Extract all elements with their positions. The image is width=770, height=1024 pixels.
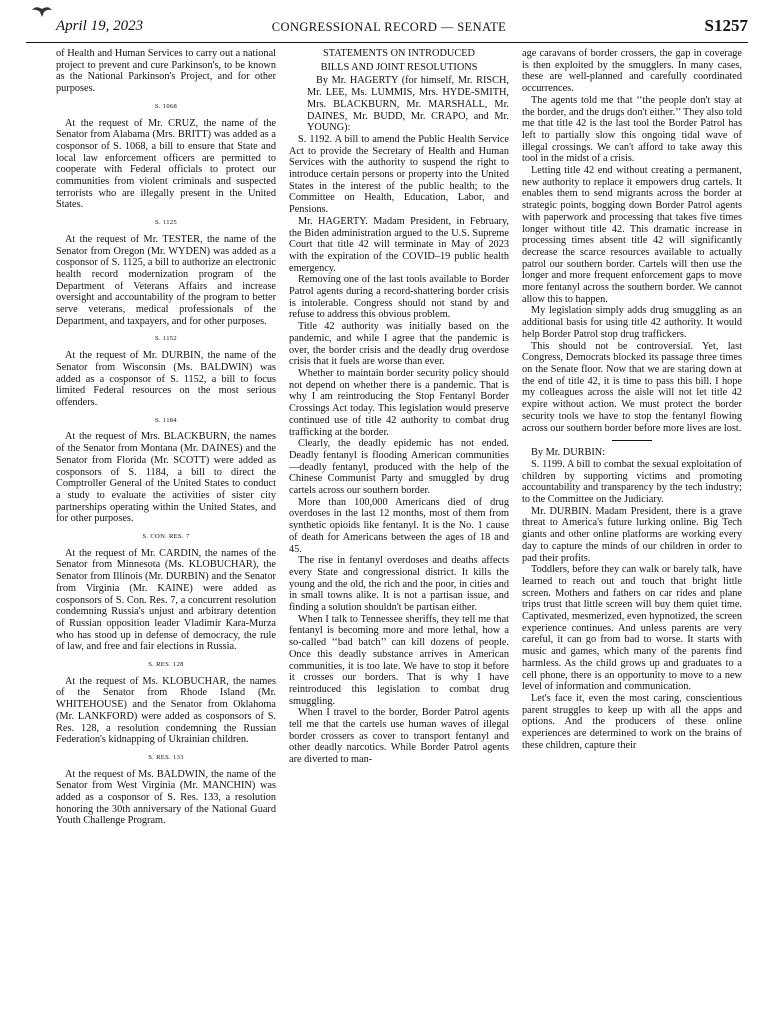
sponsor-byline: By Mr. HAGERTY (for himself, Mr. RISCH, Mr. LEE, Ms. LUMMIS, Mrs. HYDE-SMITH, Mrs. BLACKBURN, Mr. MARSHALL, Mr. DAINES, Mr. BUDD, Mr. CRAPO, and Mr. YOUNG): [307, 75, 509, 134]
paragraph: At the request of Mrs. BLACKBURN, the names of the Senator from Montana (Mr. DAINES) and the Senator from Florida (Mr. SCOTT) were added as cosponsors of S. 1184, a bill to direct the Comptroller General of the United States to conduct a study to evaluate the activities of sister city partnerships operating within the United States, and for other purposes. [56, 431, 276, 525]
paragraph: Mr. HAGERTY. Madam President, in February, the Biden administration argued to the U.S. Supreme Court that title 42 will terminate in May of 2023 with the expiration of the COVID–19 public health emergency. [289, 215, 509, 274]
paragraph: Mr. DURBIN. Madam President, there is a grave threat to America's future lurking online. Big Tech giants and other online platforms are working every day to capture the minds of our children in order to pad their profits. [522, 505, 742, 564]
page-number: S1257 [704, 16, 748, 35]
paragraph: Let's face it, even the most caring, conscientious parent struggles to keep up with all the apps and options. And the producers of these online experiences are determined to work on the brains of these children, capture their [522, 692, 742, 751]
column-2 [289, 48, 509, 1014]
paragraph: Toddlers, before they can walk or barely talk, have learned to reach out and touch that bright little screen. Mothers and fathers on car rides and plane trips trust that little screen will buy them quiet time. Captivated, mesmerized, even hypnotized, the screen experience continues. And unless parents are very careful, it can go from bad to worse. It starts with music and games, which many of the parents find harmless. As the child grows up and graduates to a cell phone, there is an opportunity to move to a new level of information and communication. [522, 564, 742, 693]
bill-number: S. RES. 128 [148, 661, 184, 669]
paragraph: Whether to maintain border security policy should not depend on whether there is a pandemic. That is why I am reintroducing the Stop Fentanyl Border Crossings Act today. This legislation would preserve continued use of title 42 authority to combat drug trafficking at the border. [289, 367, 509, 438]
paragraph: At the request of Mr. DURBIN, the name of the Senator from Wisconsin (Ms. BALDWIN) was added as a cosponsor of S. 1152, a bill to focus limited Federal resources on the most serious offenders. [56, 350, 276, 408]
paragraph: At the request of Ms. KLOBUCHAR, the names of the Senator from Rhode Island (Mr. WHITEHOUSE) and the Senator from Oklahoma (Mr. LANKFORD) were added as cosponsors of S. Res. 128, a resolution condemning the Russian Federation's kidnapping of Ukrainian children. [56, 675, 276, 746]
paragraph: of Health and Human Services to carry out a national project to prevent and cure Parkinson's, to be known as the National Parkinson's Project, and for other purposes. [56, 48, 276, 95]
publication-title: CONGRESSIONAL RECORD — SENATE [271, 20, 507, 34]
header-rule [26, 42, 748, 43]
paragraph: This should not be controversial. Yet, last Congress, Democrats blocked its passage three times on the Senate floor. Now that we are staring down at the end of title 42, it is time to pass this bill. I hope my colleagues across the aisle will not let title 42 expire without action. We must protect the border security tools we have to stop the fentanyl flowing across our southern border before more lives are lost. [522, 340, 742, 434]
paragraph: Letting title 42 end without creating a permanent, new authority to replace it empowers drug cartels. It enables them to send migrants across the border at strategic points, bogging down Border Patrol agents with paperwork and processing that takes five times longer without title 42. This dramatic increase in processing times absent title 42 will significantly decrease the scarce resources available to actually patrol our southern border. Cartels will then use the longer and more frequent enforcement gaps to move more fentanyl across the southern border. We cannot allow this to happen. [522, 165, 742, 305]
paragraph: Clearly, the deadly epidemic has not ended. Deadly fentanyl is flooding American communities—deadly fentanyl, produced with the help of the Chinese Communist Party and smuggled by drug cartels across our southern border. [289, 438, 509, 497]
section-heading-line-1: STATEMENTS ON INTRODUCED [323, 48, 475, 59]
paragraph: Title 42 authority was initially based on the pandemic, and while I agree that the pandemic is over, the border crisis and the deadly drug overdose crisis that it fuels are worse than ever. [289, 321, 509, 368]
paragraph: The rise in fentanyl overdoses and deaths affects every State and congressional district. It kills the young and the old, the rich and the poor, in cities and in small towns alike. It is not a partisan issue, and finding a solution shouldn't be partisan either. [289, 555, 509, 614]
paragraph: More than 100,000 Americans died of drug overdoses in the last 12 months, most of them from synthetic opioids like fentanyl. It is the No. 1 cause of death for Americans between the ages of 18 and 45. [289, 496, 509, 555]
paragraph: age caravans of border crossers, the gap in coverage is then exploited by the smugglers. In many cases, these are well-planned and carefully coordinated occurrences. [522, 48, 742, 95]
column-3 [522, 48, 742, 1014]
bill-number: S. 1184 [154, 416, 177, 424]
paragraph: When I travel to the border, Border Patrol agents tell me that the cartels use human waves of illegal border crossers as cover to transport fentanyl and other deadly narcotics. While Border Patrol agents are diverted to man- [289, 707, 509, 766]
column-1 [56, 48, 276, 1014]
bill-number: S. RES. 133 [148, 753, 184, 761]
bill-number: S. CON. RES. 7 [142, 533, 190, 541]
paragraph: S. 1199. A bill to combat the sexual exploitation of children by supporting victims and promoting accountability and transparency by the tech industry; to the Committee on the Judiciary. [522, 458, 742, 506]
paragraph: At the request of Ms. BALDWIN, the name of the Senator from West Virginia (Mr. MANCHIN) was added as a cosponsor of S. Res. 133, a resolution honoring the 30th anniversary of the National Guard Youth Challenge Program. [56, 768, 276, 827]
paragraph: Removing one of the last tools available to Border Patrol agents during a record-shattering border crisis is intolerable. Congress should not stand by and refuse to address this obvious problem. [289, 274, 509, 321]
gpo-eagle-logo-icon [30, 4, 54, 18]
paragraph: At the request of Mr. TESTER, the name of the Senator from Oregon (Mr. WYDEN) was added as a cosponsor of S. 1125, a bill to authorize an electronic health record modernization program of the Department of Veterans Affairs and increase oversight and accountability of the program to better serve veterans, medical professionals of the Department, and taxpayers, and for other purposes. [56, 233, 276, 327]
paragraph: At the request of Mr. CARDIN, the names of the Senator from Minnesota (Ms. KLOBUCHAR), the Senator from Illinois (Mr. DURBIN) and the Senator from Virginia (Mr. KAINE) were added as cosponsors of S. Con. Res. 7, a concurrent resolution condemning Russia's unjust and arbitrary detention of Russian opposition leader Vladimir Kara-Murza who has stood up in defense of democracy, the rule of law, and free and fair elections in Russia. [56, 547, 276, 653]
text-columns [56, 48, 742, 1014]
paragraph: At the request of Mr. CRUZ, the name of the Senator from Alabama (Mrs. BRITT) was added as a cosponsor of S. 1068, a bill to ensure that State and local law enforcement officers are permitted to cooperate with Federal officials to protect our communities from violent criminals and suspected terrorists who are illegally present in the United States. [56, 117, 276, 211]
paragraph: The agents told me that ‘‘the people don't stay at the border, and the drugs don't either.’’ They also told me that title 42 is the last tool the Border Patrol has left to partially slow this ongoing tidal wave of illegal crossings. We can't afford to take away this tool in the midst of a crisis. [522, 94, 742, 165]
bill-number: S. 1068 [154, 102, 178, 110]
bill-number: S. 1125 [154, 219, 177, 227]
paragraph: When I talk to Tennessee sheriffs, they tell me that fentanyl is becoming more and more lethal, how a so-called ‘‘bad batch’’ can kill dozens of people. Once this deadly substance arrives in American communities, it is too late. We have to stop it before it crosses our borders. That is why I have reintroduced this legislation to combat drug smuggling. [289, 613, 509, 707]
issue-date: April 19, 2023 [56, 18, 144, 34]
section-divider [612, 440, 652, 441]
paragraph: My legislation simply adds drug smuggling as an additional basis for using title 42 authority. It would help Border Patrol stop drug traffickers. [522, 305, 742, 340]
section-heading-line-2: BILLS AND JOINT RESOLUTIONS [320, 61, 478, 73]
bill-number: S. 1152 [154, 335, 177, 343]
sponsor-byline: By Mr. DURBIN: [531, 447, 606, 459]
paragraph: S. 1192. A bill to amend the Public Health Service Act to provide the Secretary of Health and Human Services with the authority to suspend the right to introduce certain persons or property into the United States in the interest of the public health; to the Committee on Health, Education, Labor, and Pensions. [289, 133, 509, 216]
